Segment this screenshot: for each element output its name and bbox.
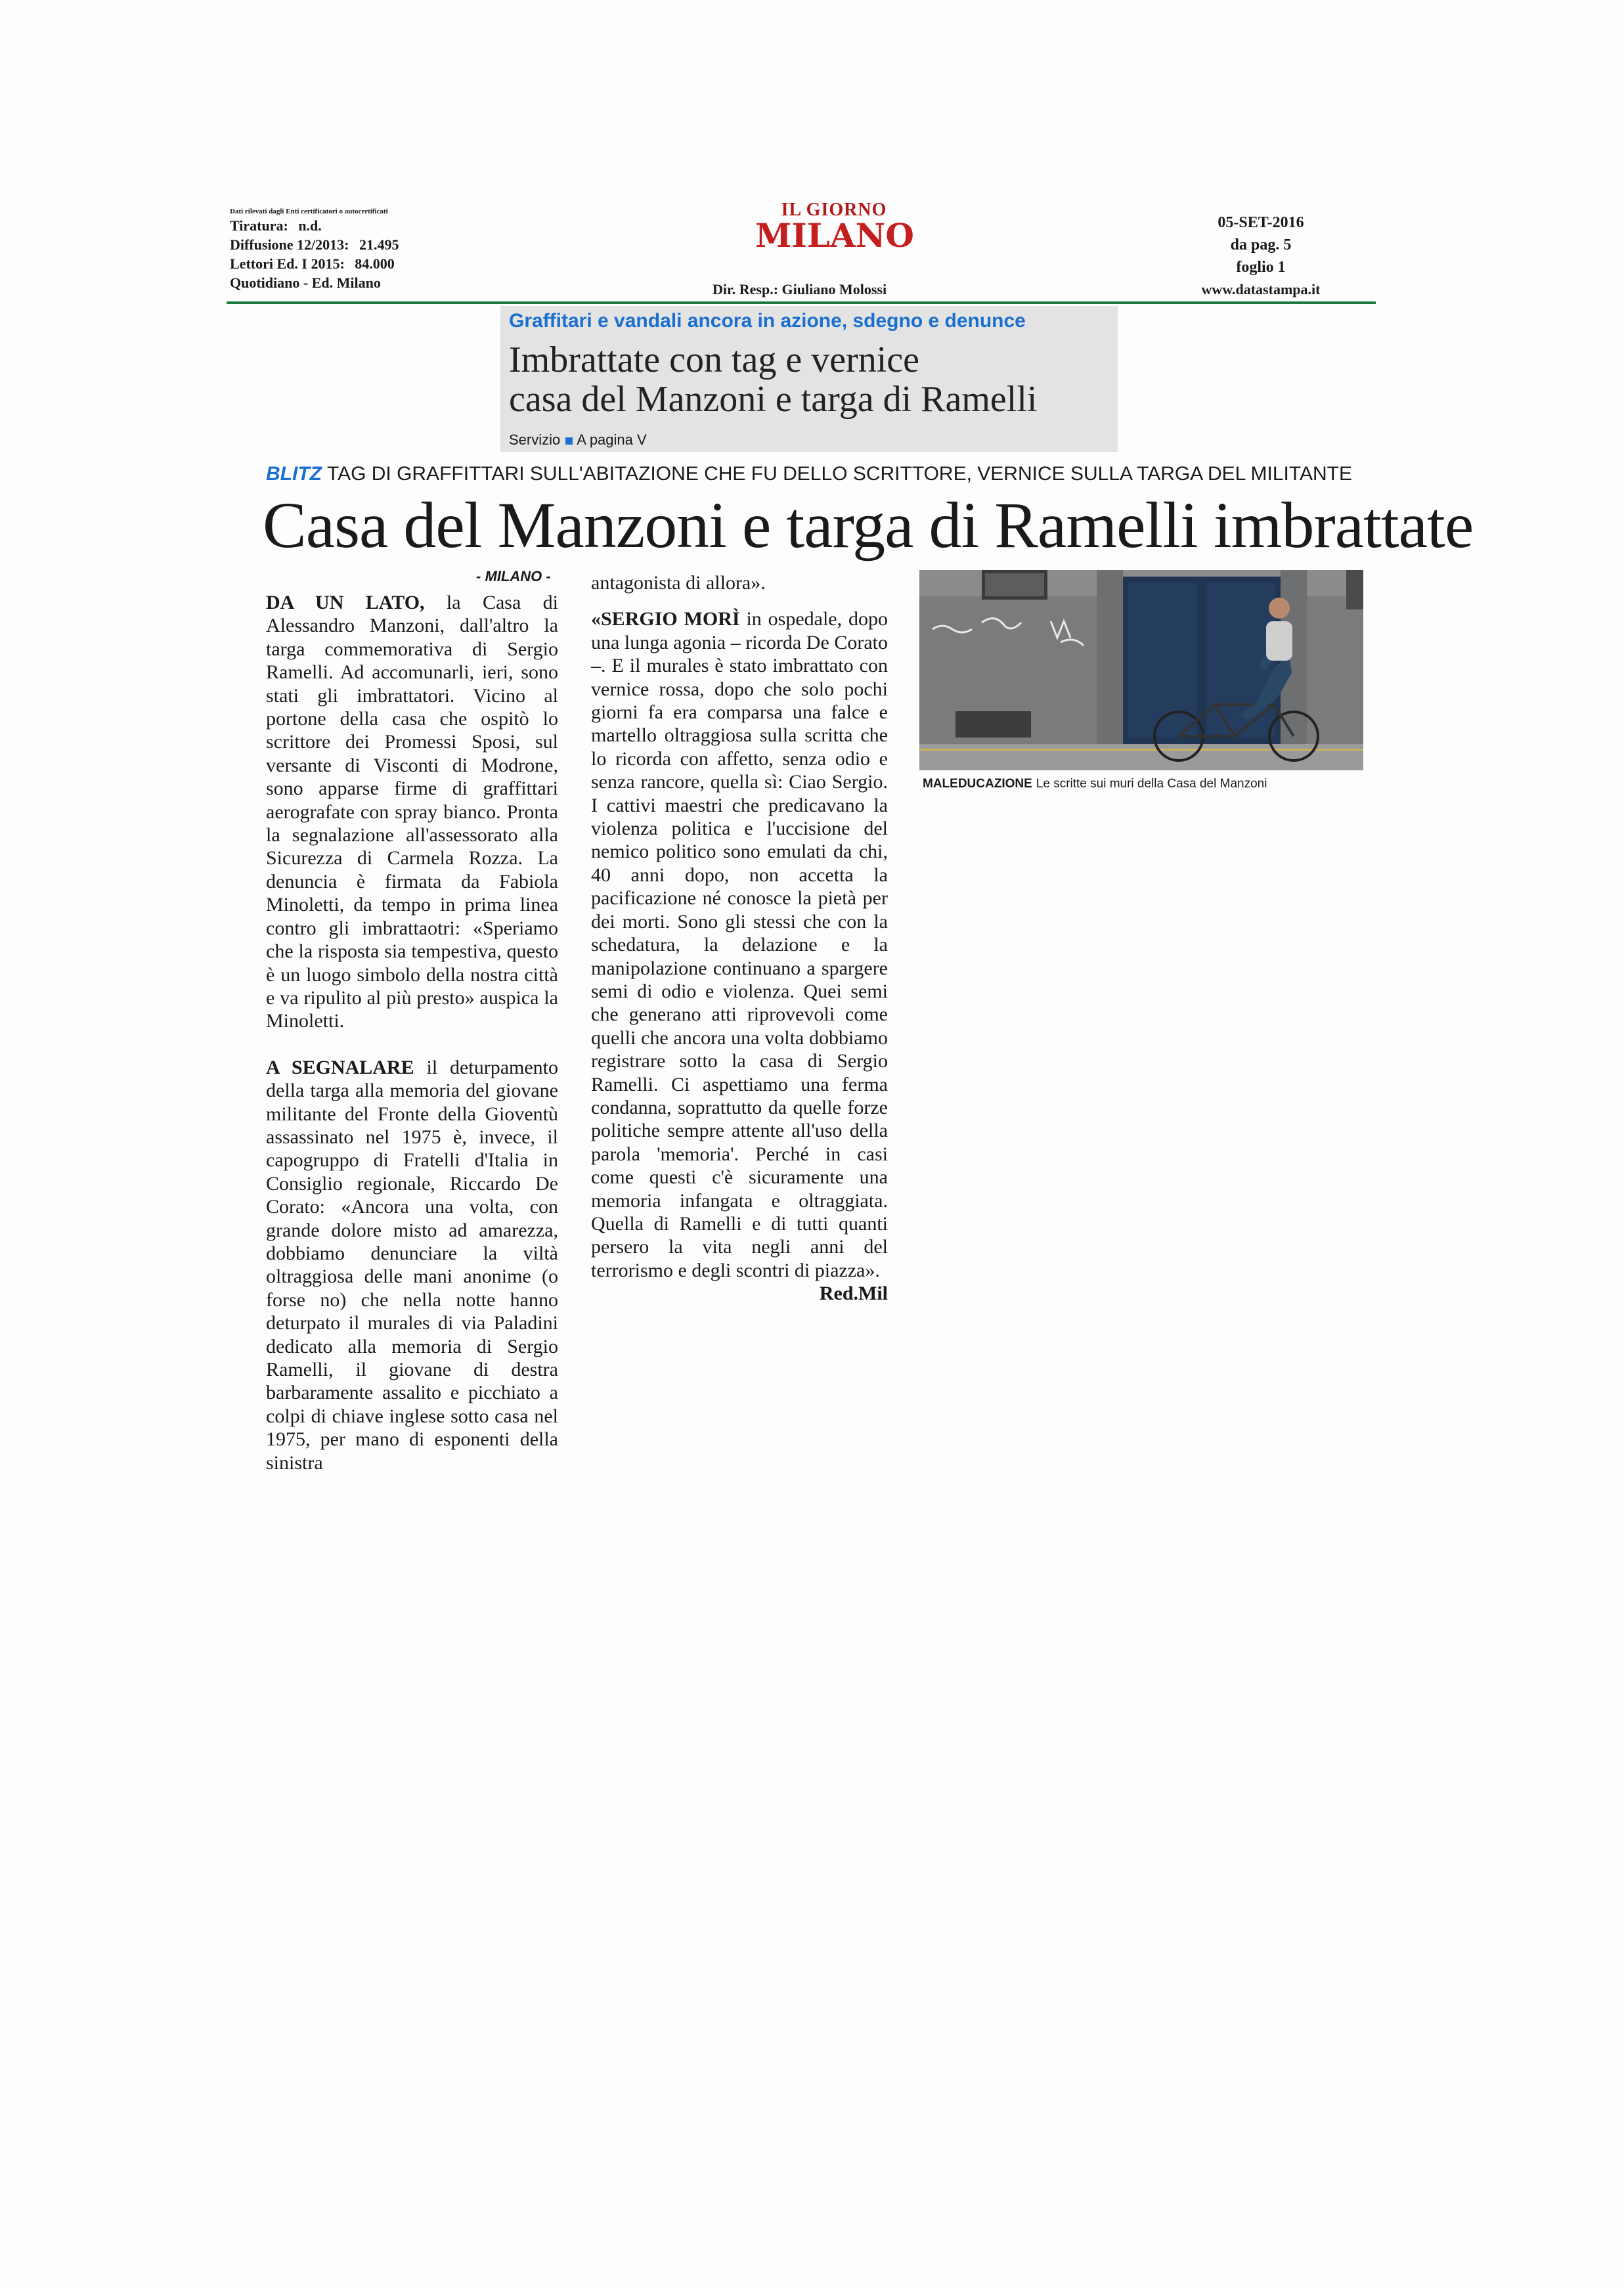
overline-tag: BLITZ [266, 463, 322, 485]
paragraph-lead: A SEGNALARE [266, 1056, 414, 1078]
masthead-name: IL GIORNO [781, 200, 887, 220]
teaser-reference [509, 431, 647, 449]
director-credit: Dir. Resp.: Giuliano Molossi [713, 281, 887, 297]
article-column-1 [266, 591, 558, 1474]
masthead-city: MILANO [755, 216, 914, 255]
stat-label: Lettori Ed. I 2015: [230, 255, 345, 272]
paragraph [591, 607, 888, 1305]
teaser-title [509, 340, 1037, 419]
overline-text: TAG DI GRAFFITTARI SULL'ABITAZIONE CHE FU DELLO SCRITTORE, VERNICE SULLA TARGA DEL MILITANTE [326, 463, 1352, 485]
teaser-ref-left: Servizio [509, 431, 561, 448]
stat-row-lettori [230, 254, 399, 273]
stat-value: n.d. [298, 217, 322, 234]
stat-row-diffusione [230, 235, 399, 254]
paragraph-continuation: antagonista di allora». [591, 572, 766, 594]
teaser-title-line: Imbrattate con tag e vernice [509, 340, 919, 380]
newspaper-masthead [755, 200, 914, 255]
article-column-2 [591, 571, 888, 1306]
article-signature: Red.Mil [819, 1283, 888, 1305]
stat-label: Tiratura: [230, 217, 288, 234]
paragraph-text: in ospedale, dopo una lunga agonia – ricorda De Corato –. E il murales è stato imbrattato con vernice rossa, dopo che solo pochi giorni fa era comparsa una falce e martello oltraggiosa sulla scritta che lo ricorda con affetto, senza odio e senza rancore, quella sì: Ciao Sergio. I cattivi maestri che predicavano la violenza politica e l'uccisione del nemico politico sono emulati da chi, 40 anni dopo, non accetta la pacificazione né conosce la pietà per dei morti. Sono gli stessi che con la schedatura, la delazione e la manipolazione continuano a spargere semi di odio e violenza. Quei semi che generano atti riprovevoli come quelli che ancora una volta dobbiamo registrare sotto la casa di Sergio Ramelli. Ci aspettiamo una ferma condanna, soprattutto da quelle forze politiche sempre attente all'uso della parola 'memoria'. Perché in casi come questi c'è sicuramente una memoria infangata e oltraggiata. Quella di Ramelli e di tutti quanti persero la vita negli anni del terrorismo e degli scontri di piazza». [591, 608, 888, 1281]
cyclist-photo-illustration [919, 570, 1363, 770]
teaser-subtitle: Graffitari e vandali ancora in azione, sdegno e denunce [509, 310, 1026, 332]
date-block [1195, 211, 1327, 301]
article-overline [266, 463, 1352, 485]
header-rule [227, 301, 1376, 304]
paragraph-lead: «SERGIO MORÌ [591, 608, 740, 630]
teaser-title-line: casa del Manzoni e targa di Ramelli [509, 379, 1038, 420]
paragraph [266, 1056, 558, 1474]
data-source-note: Dati rilevati dagli Enti certificatori o autocertificati [230, 208, 388, 215]
caption-lead: MALEDUCAZIONE [923, 777, 1032, 791]
stat-label: Diffusione 12/2013: [230, 236, 349, 253]
article-dateline: - MILANO - [476, 568, 551, 584]
stat-row-tiratura [230, 216, 399, 235]
publication-date: 05-SET-2016 [1218, 214, 1304, 231]
square-bullet-icon [565, 437, 573, 445]
circulation-stats [230, 207, 399, 292]
stat-value: 84.000 [355, 255, 395, 272]
stat-value: 21.495 [359, 236, 399, 253]
paragraph-lead: DA UN LATO, [266, 592, 425, 613]
article-photo [919, 570, 1363, 770]
paragraph-text: il deturpamento della targa alla memoria del giovane militante del Fronte della Gioventù assassinato nel 1975 è, invece, il capogruppo di Fratelli d'Italia in Consiglio regionale, Riccardo De Corato: «Ancora una volta, con grande dolore misto ad amarezza, dobbiamo denunciare la viltà oltraggiosa delle mani anonime (o forse no) che nella notte hanno deturpato il murales di via Paladini dedicato alla memoria di Sergio Ramelli, il giovane di destra barbaramente assalito e picchiato a colpi di chiave inglese sotto casa nel 1975, per mano di esponenti della sinistra [266, 1056, 558, 1474]
article-headline: Casa del Manzoni e targa di Ramelli imbrattate [263, 489, 1474, 561]
paragraph [266, 591, 558, 1033]
caption-text: Le scritte sui muri della Casa del Manzoni [1036, 777, 1267, 791]
paragraph-text: la Casa di Alessandro Manzoni, dall'altro la targa commemorativa di Sergio Ramelli. Ad accomunarli, ieri, sono stati gli imbrattatori. Vicino al portone della casa che ospitò lo scrittore dei Promessi Sposi, sul versante di Visconti di Modrone, sono apparse firme di graffittari aerografate con spray bianco. Pronta la segnalazione all'assessorato alla Sicurezza di Carmela Rozza. La denuncia è firmata da Fabiola Minoletti, da tempo in prima linea contro gli imbrattaotri: «Speriamo che la risposta sia tempestiva, questo è un luogo simbolo della nostra città e va ripulito al più presto» auspica la Minoletti. [266, 592, 558, 1032]
page-reference: da pag. 5 [1230, 236, 1292, 253]
website-label: www.datastampa.it [1201, 281, 1321, 297]
photo-caption [923, 777, 1267, 791]
teaser-ref-right: A pagina V [577, 431, 647, 448]
sheet-number: foglio 1 [1236, 259, 1286, 276]
edition-label: Quotidiano - Ed. Milano [230, 275, 381, 291]
